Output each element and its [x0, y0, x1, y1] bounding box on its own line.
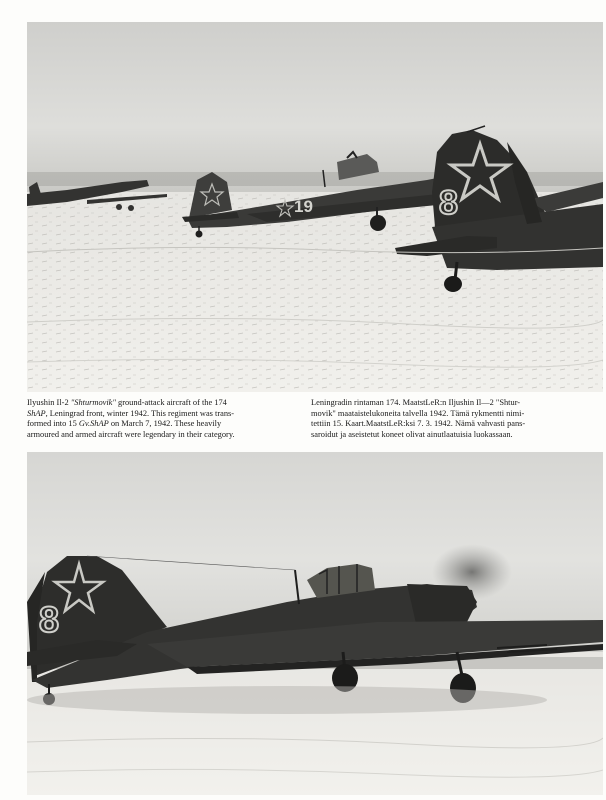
aircraft-marking-8-bottom: 8 [39, 599, 60, 640]
caption-fi-text: movik" maataistelukoneita talvella 1942. Tämä rykmentti nimi- [311, 408, 525, 418]
caption-en-text: , Leningrad front, winter 1942. This regiment was trans- [45, 408, 235, 418]
photo-bottom-image [27, 452, 603, 795]
photo-top-il2-lineup [27, 22, 603, 392]
caption-en-text: on March 7, 1942. These heavily [108, 419, 222, 429]
caption-en-text: ground-attack aircraft of the 174 [115, 398, 227, 407]
photo-top-image [27, 22, 603, 392]
caption-fi-text: Leningradin rintaman 174. MaatstLeR:n Iljushin Il—2 "Shtur- [311, 398, 521, 407]
caption-fi-text: tettiin 15. Kaart.MaatstLeR:ksi 7. 3. 1942. Nämä vahvasti pans- [311, 419, 526, 429]
caption-en-italic: ShAP [27, 408, 46, 418]
photo-bottom-il2-taxiing [27, 452, 603, 795]
aircraft-marking-19: 19 [294, 197, 313, 216]
caption-en-text: formed into 15 [27, 419, 79, 429]
caption-fi-text: saroidut ja aseistetut koneet olivat ainutlaatuisia luokassaan. [311, 429, 513, 439]
caption-en-text: armoured and armed aircraft were legendary in their category. [27, 429, 235, 439]
caption-en-italic: Gv.ShAP [78, 419, 109, 429]
caption-finnish [311, 398, 593, 440]
caption-en-italic: "Shturmovik" [70, 398, 116, 407]
aircraft-marking-8-top: 8 [439, 184, 458, 222]
caption-en-text: Ilyushin Il-2 [27, 398, 71, 407]
caption-english [27, 398, 295, 440]
